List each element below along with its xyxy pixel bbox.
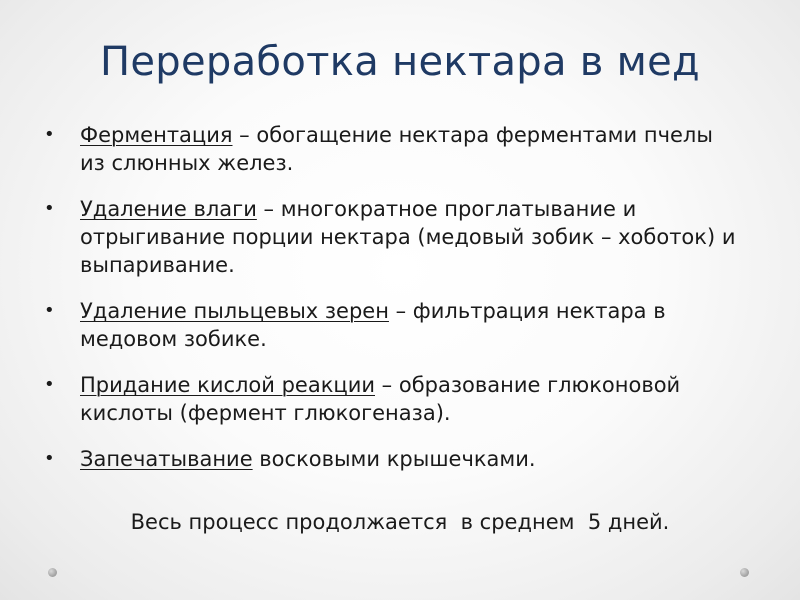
bullet-item-sealing (44, 445, 744, 473)
bullet-text: – фильтрация нектара в медовом зобике. (80, 299, 666, 351)
bullet-term: Придание кислой реакции (80, 373, 375, 397)
slide-title: Переработка нектара в мед (100, 39, 700, 85)
bullet-term: Удаление пыльцевых зерен (80, 299, 389, 323)
bullet-list (44, 121, 744, 491)
bullet-item-pollen-removal (44, 297, 744, 353)
decorative-dot-icon (48, 568, 57, 577)
bullet-dot-icon: • (44, 300, 55, 321)
bullet-dot-icon: • (44, 124, 55, 145)
bullet-text: – многократное проглатывание и отрыгивание порции нектара (медовый зобик – хоботок) и выпаривание. (80, 197, 736, 277)
decorative-dot-icon (740, 568, 749, 577)
bullet-dot-icon: • (44, 198, 55, 219)
bullet-text: – образование глюконовой кислоты (фермент глюкогеназа). (80, 373, 681, 425)
bullet-item-moisture-removal (44, 195, 744, 279)
summary-text: Весь процесс продолжается в среднем 5 дней. (130, 510, 670, 534)
bullet-term: Запечатывание (80, 447, 253, 471)
bullet-dot-icon: • (44, 374, 55, 395)
bullet-term: Удаление влаги (80, 197, 257, 221)
bullet-text: восковыми крышечками. (252, 447, 536, 471)
bullet-item-fermentation (44, 121, 744, 177)
bullet-dot-icon: • (44, 448, 55, 469)
bullet-item-acidification (44, 371, 744, 427)
bullet-text: – обогащение нектара ферментами пчелы из слюнных желез. (80, 123, 713, 175)
bullet-term: Ферментация (80, 123, 233, 147)
